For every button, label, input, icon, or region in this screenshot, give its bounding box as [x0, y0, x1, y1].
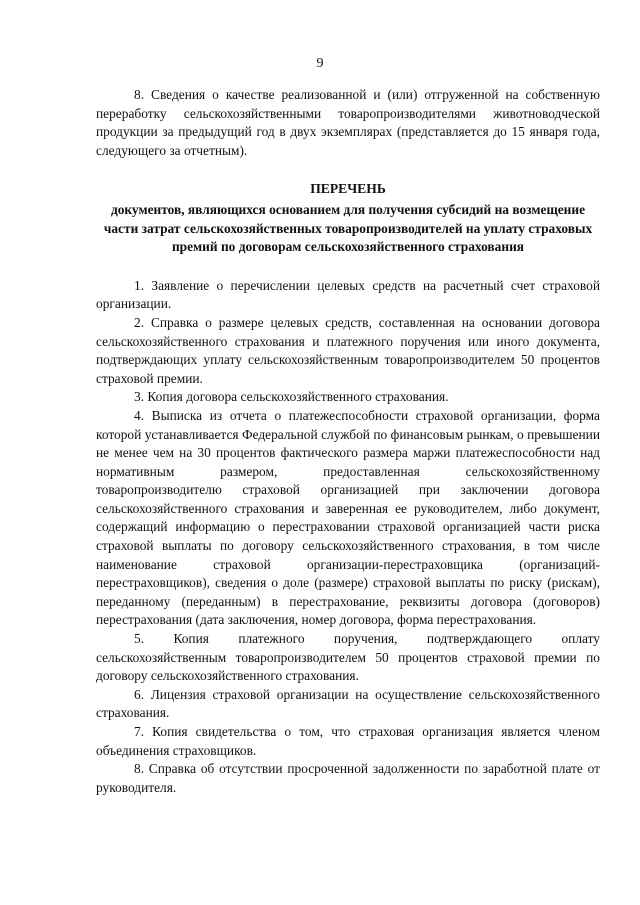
intro-paragraph: 8. Сведения о качестве реализованной и (или) отгруженной на собственную переработку сельскохозяйственными товаропроизводителями животноводческой продукции за предыдущий год в двух экземплярах (представляется до 15 января года, следующего за отчетным).	[96, 87, 600, 158]
list-item: 3. Копия договора сельскохозяйственного страхования.	[134, 389, 449, 405]
list-heading-title: ПЕРЕЧЕНЬ	[310, 181, 386, 197]
list-heading-subtitle: документов, являющихся основанием для получения субсидий на возмещение части затрат сельскохозяйственных товаропроизводителей на уплату страховых премий по договорам сельскохозяйственного страхования	[103, 201, 593, 255]
document-body	[96, 86, 600, 797]
page-number: 9	[316, 56, 324, 71]
document-list	[96, 277, 600, 798]
list-item: 5. Копия платежного поручения, подтверждающего оплату сельскохозяйственным товаропроизводителем 50 процентов страховой премии по договору сельскохозяйственного страхования.	[96, 631, 600, 684]
list-item: 4. Выписка из отчета о платежеспособности страховой организации, форма которой устанавливается Федеральной службой по финансовым рынкам, о превышении не менее чем на 30 процентов фактического размера маржи платежеспособности над нормативным размером, предоставленная сельскохозяйственному товаропроизводителю страховой организацией при заключении договора сельскохозяйственного страхования и заверенная ее руководителем, либо документ, содержащий информацию о перестраховании страховой организацией части риска страховой выплаты по договору сельскохозяйственного страхования, в том числе наименование страховой организации-перестраховщика (организаций-перестраховщиков), сведения о доле (размере) страховой выплаты по риску (рискам), переданному (переданным) в перестрахование, реквизиты договора (договоров) перестрахования (дата заключения, номер договора, форма перестрахования.	[96, 407, 600, 628]
list-item: 8. Справка об отсутствии просроченной задолженности по заработной плате от руководителя.	[96, 761, 600, 795]
list-item: 6. Лицензия страховой организации на осуществление сельскохозяйственного страхования.	[96, 686, 600, 721]
list-item: 2. Справка о размере целевых средств, составленная на основании договора сельскохозяйственного страхования и платежного поручения или иного документа, подтверждающих уплату сельскохозяйственным товаропроизводителем 50 процентов страховой премии.	[96, 314, 600, 386]
list-item: 7. Копия свидетельства о том, что страховая организация является членом объединения страховщиков.	[96, 724, 600, 758]
list-item: 1. Заявление о перечислении целевых средств на расчетный счет страховой организации.	[96, 277, 600, 312]
